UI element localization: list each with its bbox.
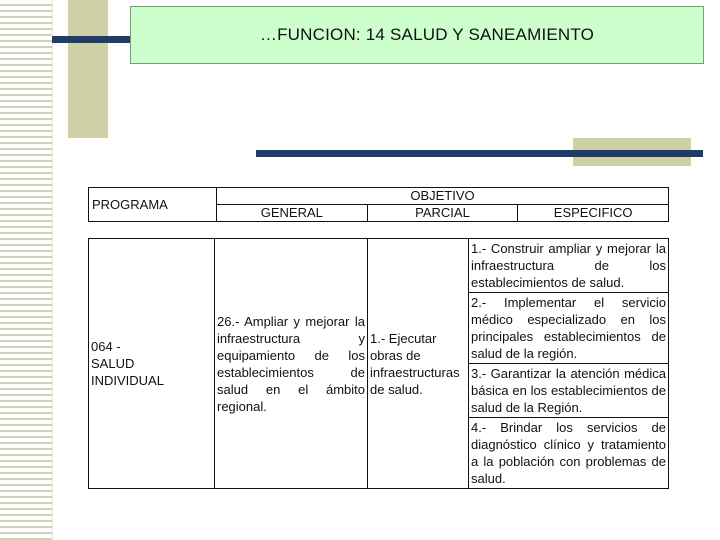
decorative-bar-right xyxy=(256,150,703,157)
objetivo-especifico-1: 1.- Construir ampliar y mejorar la infraestructura de los establecimientos de salud. xyxy=(469,239,669,293)
title-box xyxy=(130,6,704,64)
objetivo-especifico-3: 3.- Garantizar la atención médica básica en los establecimientos de salud de la Región. xyxy=(469,364,669,418)
objetivo-parcial-cell: 1.- Ejecutar obras de infraestructuras de salud. xyxy=(368,239,469,489)
decorative-block-left xyxy=(68,0,108,138)
page-title: …FUNCION: 14 SALUD Y SANEAMIENTO xyxy=(259,25,595,44)
header-general: GENERAL xyxy=(217,205,368,222)
objetivo-especifico-2: 2.- Implementar el servicio médico especializado en los principales establecimientos de salud de la región. xyxy=(469,293,669,364)
left-stripe-decoration xyxy=(0,0,53,540)
header-objetivo: OBJETIVO xyxy=(217,188,669,205)
programa-line-3: INDIVIDUAL xyxy=(91,373,164,388)
programa-cell xyxy=(89,239,215,489)
objetivo-especifico-4: 4.- Brindar los servicios de diagnóstico clínico y tratamiento a la población con problemas de salud. xyxy=(469,418,669,489)
header-especifico: ESPECIFICO xyxy=(518,205,669,222)
programa-line-1: 064 - xyxy=(91,339,121,354)
header-programa: PROGRAMA xyxy=(89,188,217,222)
objetivo-general-cell: 26.- Ampliar y mejorar la infraestructura y equipamiento de los establecimientos de salud en el ámbito regional. xyxy=(215,239,368,489)
header-table xyxy=(88,187,669,222)
decorative-bar-left xyxy=(52,36,130,43)
header-parcial: PARCIAL xyxy=(367,205,518,222)
programa-line-2: SALUD xyxy=(91,356,135,371)
content-table xyxy=(88,238,669,489)
